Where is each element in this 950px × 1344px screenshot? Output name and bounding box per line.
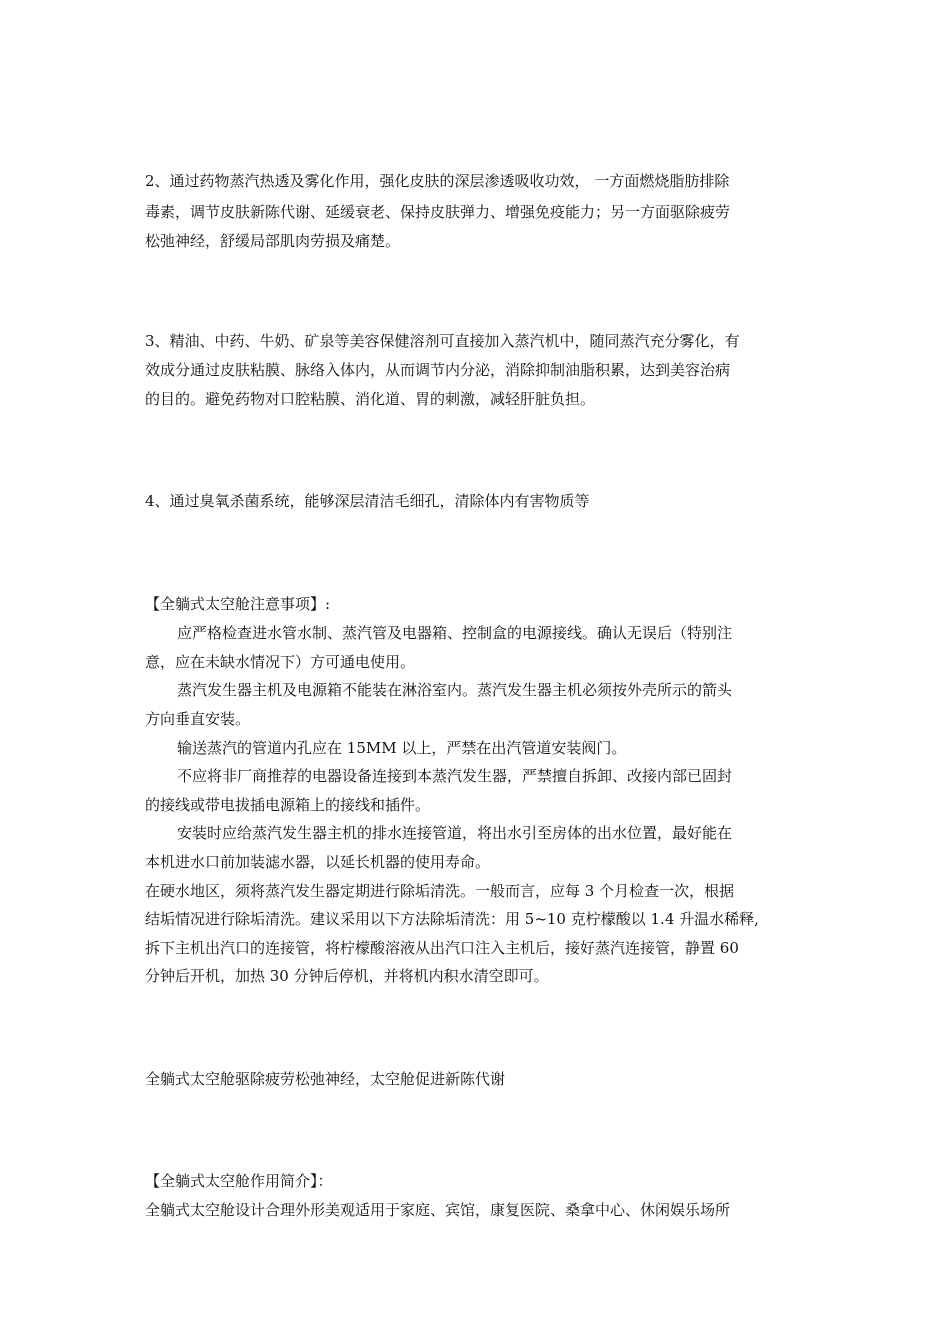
precautions-line: 意，应在未缺水情况下）方可通电使用。 xyxy=(145,653,416,671)
precautions-line: 输送蒸汽的管道内孔应在 15MM 以上，严禁在出汽管道安装阀门。 xyxy=(177,739,627,757)
precautions-line: 结垢情况进行除垢清洗。建议采用以下方法除垢清洗：用 5~10 克柠檬酸以 1.4 升温水稀释, xyxy=(145,910,759,928)
section3-line-1: 3、精油、中药、牛奶、矿泉等美容保健溶剂可直接加入蒸汽机中，随同蒸汽充分雾化，有 xyxy=(145,332,740,350)
precautions-line: 拆下主机出汽口的连接管，将柠檬酸溶液从出汽口注入主机后，接好蒸汽连接管，静置 60 xyxy=(145,939,739,957)
intro-heading: 【全躺式太空舱作用简介】： xyxy=(145,1172,333,1190)
precautions-line: 的接线或带电拔插电源箱上的接线和插件。 xyxy=(145,796,431,814)
precautions-line: 蒸汽发生器主机及电源箱不能装在淋浴室内。蒸汽发生器主机必须按外壳所示的箭头 xyxy=(177,681,733,699)
section2-line-2: 毒素，调节皮肤新陈代谢、延缓衰老、保持皮肤弹力、增强免疫能力；另一方面驱除疲劳 xyxy=(145,203,731,221)
section4-line: 4、通过臭氧杀菌系统，能够深层清洁毛细孔，清除体内有害物质等 xyxy=(145,492,590,510)
section2-line-1: 2、通过药物蒸汽热透及雾化作用，强化皮肤的深层渗透吸收功效， 一方面燃烧脂肪排除 xyxy=(145,172,730,190)
tagline: 全躺式太空舱驱除疲劳松弛神经，太空舱促进新陈代谢 xyxy=(145,1070,506,1088)
intro-line: 全躺式太空舱设计合理外形美观适用于家庭、宾馆，康复医院、桑拿中心、休闲娱乐场所 xyxy=(145,1201,731,1219)
precautions-line: 在硬水地区，须将蒸汽发生器定期进行除垢清洗。一般而言，应每 3 个月检查一次，根据 xyxy=(145,882,735,900)
section3-line-3: 的目的。避免药物对口腔粘膜、消化道、胃的刺激，减轻肝脏负担。 xyxy=(145,390,596,408)
precautions-line: 本机进水口前加装滤水器，以延长机器的使用寿命。 xyxy=(145,853,491,871)
section3-line-2: 效成分通过皮肤粘膜、脉络入体内，从而调节内分泌，消除抑制油脂积累，达到美容治病 xyxy=(145,361,731,379)
precautions-line: 安装时应给蒸汽发生器主机的排水连接管道，将出水引至房体的出水位置，最好能在 xyxy=(177,824,733,842)
precautions-line: 应严格检查进水管水制、蒸汽管及电器箱、控制盒的电源接线。确认无误后（特别注 xyxy=(177,624,733,642)
precautions-heading: 【全躺式太空舱注意事项】: xyxy=(145,595,331,613)
precautions-line: 不应将非厂商推荐的电器设备连接到本蒸汽发生器，严禁擅自拆卸、改接内部已固封 xyxy=(177,767,733,785)
section2-line-3: 松弛神经，舒缓局部肌肉劳损及痛楚。 xyxy=(145,232,401,250)
precautions-line: 分钟后开机，加热 30 分钟后停机，并将机内积水清空即可。 xyxy=(145,967,549,985)
precautions-line: 方向垂直安装。 xyxy=(145,710,251,728)
